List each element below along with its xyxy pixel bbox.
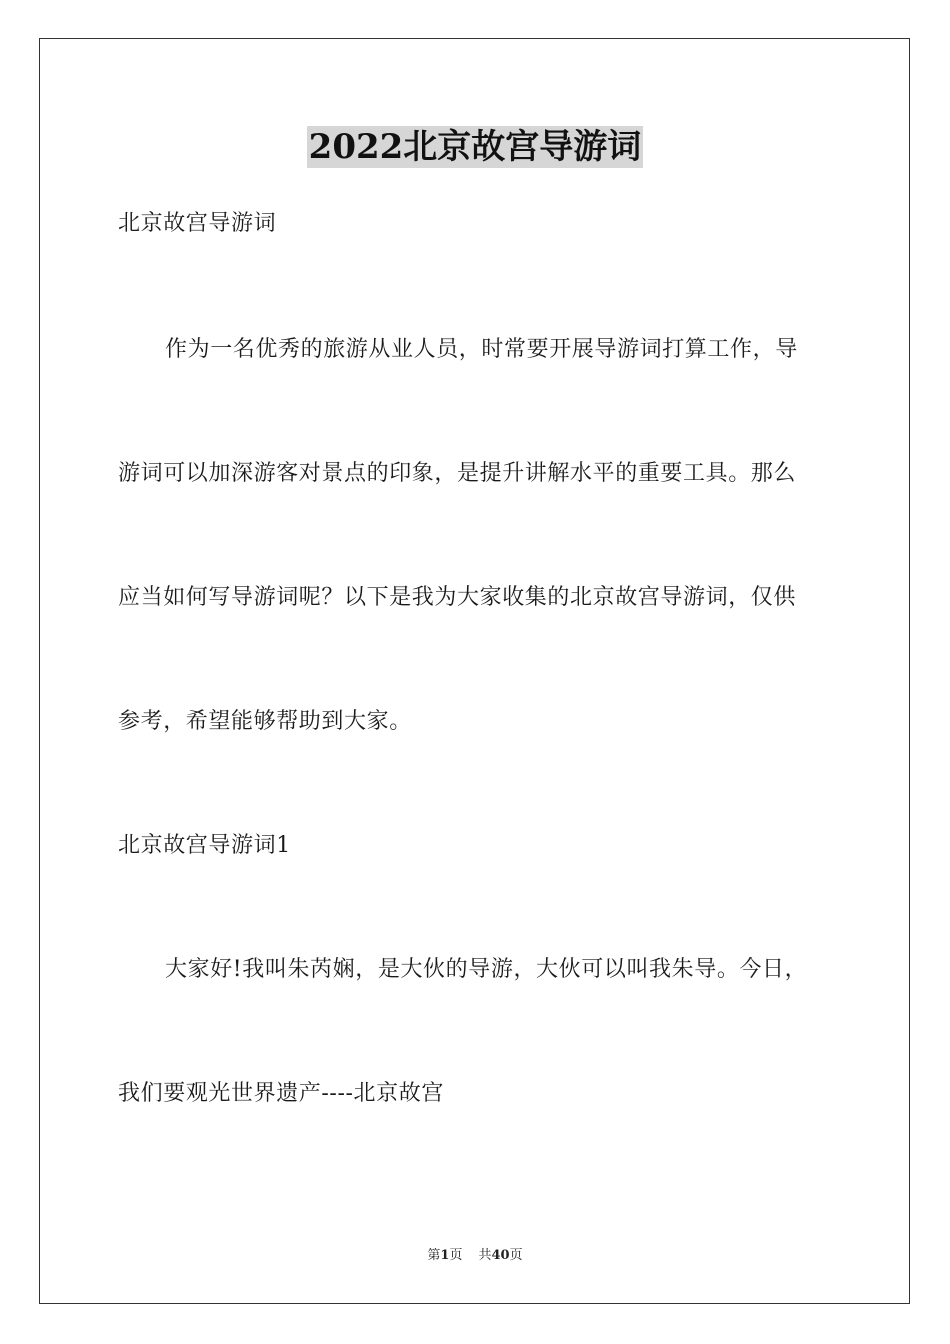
paragraph-line: 我们要观光世界遗产----北京故宫 (118, 1081, 444, 1106)
current-page-number: 1 (440, 1248, 450, 1263)
title-container (0, 126, 950, 168)
total-suffix: 页 (509, 1248, 523, 1263)
page-footer (0, 1247, 950, 1265)
section-heading: 北京故宫导游词1 (118, 833, 291, 858)
paragraph-line: 游词可以加深游客对景点的印象，是提升讲解水平的重要工具。那么 (118, 461, 797, 486)
paragraph-line: 大家好!我叫朱芮娴，是大伙的导游，大伙可以叫我朱导。今日， (165, 957, 808, 982)
page-prefix: 第 (427, 1248, 441, 1263)
paragraph-line: 作为一名优秀的旅游从业人员，时常要开展导游词打算工作，导 (165, 337, 798, 362)
total-prefix: 共 (478, 1248, 492, 1263)
paragraph-line: 参考，希望能够帮助到大家。 (118, 709, 412, 734)
document-title: 2022北京故宫导游词 (308, 127, 642, 167)
total-pages-number: 40 (491, 1248, 510, 1263)
paragraph-line: 应当如何写导游词呢？以下是我为大家收集的北京故宫导游词，仅供 (118, 585, 797, 610)
page-suffix: 页 (449, 1248, 463, 1263)
subtitle-line: 北京故宫导游词 (118, 211, 277, 236)
